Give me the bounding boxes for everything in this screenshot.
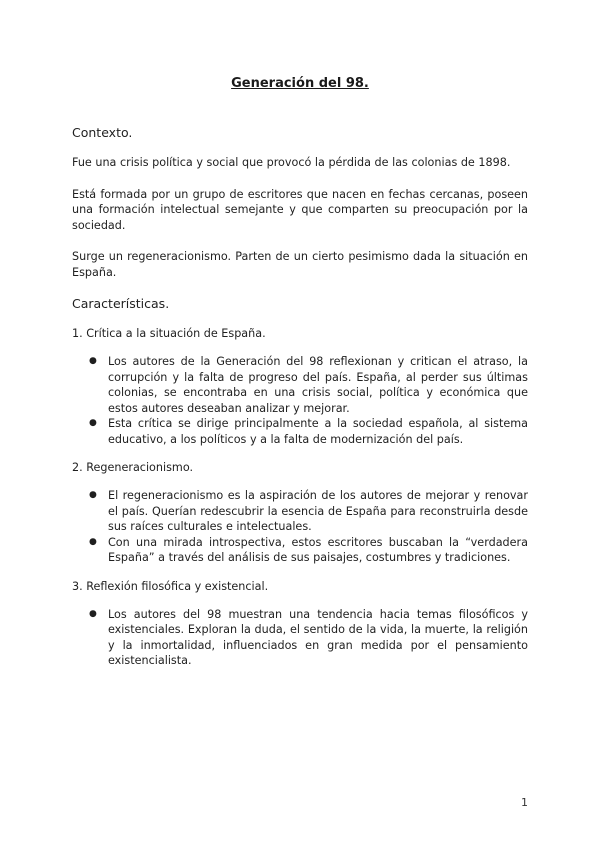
bullet-list [72, 354, 528, 447]
list-item [72, 607, 528, 669]
page-number: 1 [521, 796, 528, 809]
subsection-heading-reflexion: 3. Reflexión filosófica y existencial. [72, 579, 269, 593]
list-item-text: Esta crítica se dirige principalmente a la sociedad española, al sistema educativo, a los políticos y a la falta de modernización del país. [108, 417, 528, 446]
page-title: Generación del 98. [231, 76, 369, 91]
context-paragraph: Surge un regeneracionismo. Parten de un cierto pesimismo dada la situación en España. [72, 250, 528, 279]
document-body [72, 125, 528, 682]
subsection-heading-regeneracionismo: 2. Regeneracionismo. [72, 461, 194, 474]
list-item-text: Con una mirada introspectiva, estos escritores buscaban la “verdadera España” a través del análisis de sus paisajes, costumbres y tradiciones. [108, 535, 528, 564]
list-item-text: El regeneracionismo es la aspiración de los autores de mejorar y renovar el país. Querían redescubrir la esencia de España para reconstruirla desde sus raíces culturales e intelectuales. [108, 489, 528, 533]
list-item [72, 488, 528, 535]
bullet-dot-icon: ● [89, 608, 97, 619]
context-heading: Contexto. [72, 125, 133, 140]
bullet-dot-icon: ● [89, 536, 97, 547]
context-paragraph: Está formada por un grupo de escritores que nacen en fechas cercanas, poseen una formación intelectual semejante y que comparten su preocupación por la sociedad. [72, 187, 528, 232]
list-item [72, 535, 528, 566]
bullet-list [72, 488, 528, 566]
characteristics-heading: Características. [72, 296, 170, 311]
bullet-dot-icon: ● [89, 490, 97, 500]
subsection-heading-critica: 1. Crítica a la situación de España. [72, 327, 266, 340]
context-paragraph: Fue una crisis política y social que provocó la pérdida de las colonias de 1898. [72, 156, 511, 169]
bullet-list [72, 607, 528, 669]
bullet-dot-icon: ● [89, 356, 97, 366]
bullet-dot-icon: ● [89, 418, 97, 428]
list-item-text: Los autores del 98 muestran una tendencia hacia temas filosóficos y existenciales. Exploran la duda, el sentido de la vida, la muerte, la religión y la inmortalidad, influenciados en gran medida por el pensamiento existencialista. [108, 607, 528, 667]
list-item [72, 416, 528, 447]
list-item [72, 354, 528, 416]
list-item-text: Los autores de la Generación del 98 reflexionan y critican el atraso, la corrupción y la falta de progreso del país. España, al perder sus últimas colonias, se encontraba en una crisis social, política y económica que estos autores deseaban analizar y mejorar. [108, 355, 528, 415]
